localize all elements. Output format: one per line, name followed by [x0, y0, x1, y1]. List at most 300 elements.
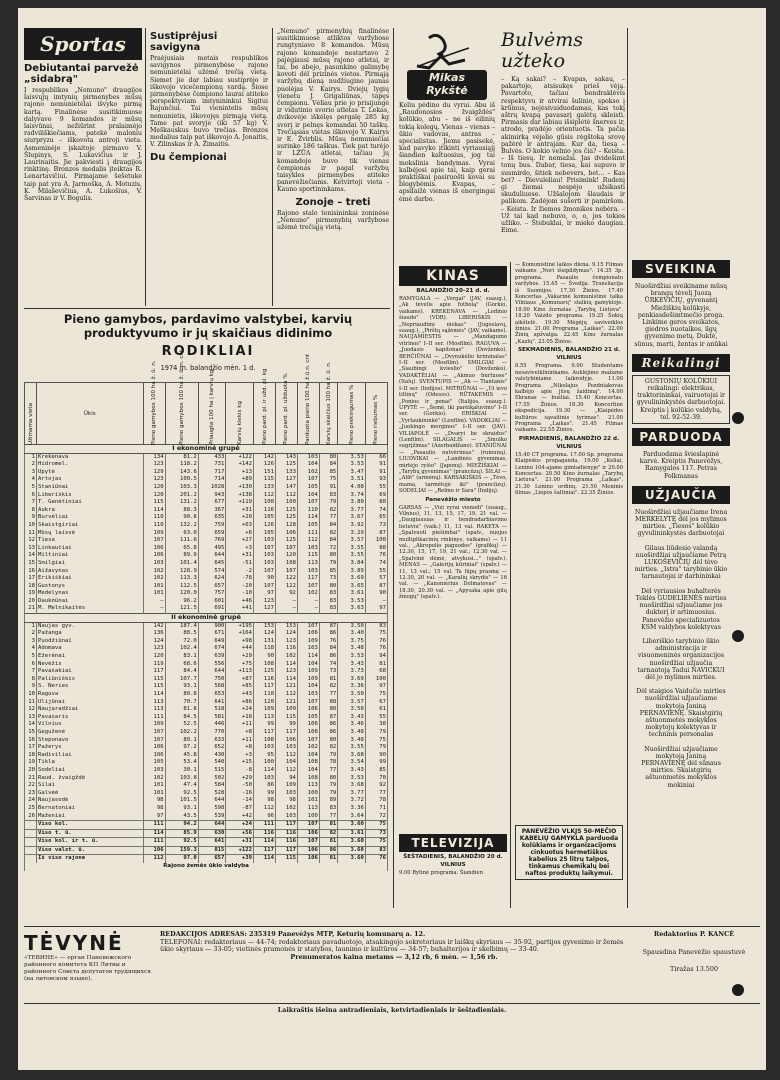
table-cell: Maženiai [37, 813, 144, 821]
table-cell: 153 [254, 622, 276, 630]
sport-column-3 [277, 28, 389, 308]
table-cell: 85 [319, 568, 337, 576]
table-cell: Gustonys [37, 583, 144, 591]
table-cell: 121 [275, 699, 297, 707]
table-cell: 3.47 [338, 469, 366, 477]
table-row [25, 598, 388, 606]
table-cell: 101 [143, 782, 165, 790]
table-cell: 87 [365, 530, 387, 538]
table-header: Pieno gamybos 100 ha ž. ū. n. cnt [165, 383, 198, 445]
table-cell: 528 [198, 790, 226, 798]
table-cell: 123 [143, 461, 165, 469]
table-cell: 657 [198, 855, 226, 863]
table-cell: 103.3 [165, 484, 198, 492]
table-cell: +3 [226, 752, 254, 760]
table-group-row: II ekonominė grupė [25, 614, 388, 623]
table-cell: 85 [319, 469, 337, 477]
table-cell: 96 [254, 813, 276, 821]
table-cell: Erikiškiai [37, 575, 144, 583]
table-cell: Aižavynas [37, 568, 144, 576]
table-cell: 3.65 [338, 583, 366, 591]
table-cell: 81.2 [165, 453, 198, 461]
table-cell: 119 [143, 661, 165, 669]
table-cell: -2 [226, 568, 254, 576]
table-cell: 126 [254, 461, 276, 469]
table-cell: 107 [254, 568, 276, 576]
table-cell: 129 [143, 469, 165, 477]
table-cell: 63.0 [165, 530, 198, 538]
table-cell: 3.55 [338, 552, 366, 560]
table-cell: 108 [297, 729, 319, 737]
table-cell: 92 [275, 590, 297, 598]
tv-listing: — Komunistinė laikos diena. 9.15 Filmas vaikams „Nori išsipildymas". 14.35 3p. programa. Pasaulio čempionato varžybos. 15.45 — Švedija. Transliacija iš Suomijos. 17.30 Žinios. 17.40 Koncertas „Vakarinė komunistinė talka Vilniaus „Komunarų" stalkių gamykloje. 18.00 Kino žurnalas „Tarybų Lietuva". 18.20 Vaizdo programa. 19.25 Šokių aikštelė. 19.30 Mėgėjų saviveiklos žinios. 21.00 Programa „Laikas". 22.00 Žinių apžvalga. 22.45 Kino žurnalas „Kazlų". 23.05 Žinios. [515, 262, 623, 345]
table-cell: 3.68 [338, 752, 366, 760]
table-cell: 943 [198, 492, 226, 500]
table-row [25, 560, 388, 568]
table-cell: 98 [143, 797, 165, 805]
table-cell: 107 [275, 545, 297, 553]
table-cell: Ulijūnai [37, 699, 144, 707]
table-cell: 3.67 [338, 514, 366, 522]
table-cell: 113 [143, 699, 165, 707]
table-cell: 101 [143, 590, 165, 598]
table-cell: 115 [297, 552, 319, 560]
table-cell: 111 [254, 821, 276, 830]
table-cell: 103.8 [165, 775, 198, 783]
table-cell [25, 855, 37, 863]
table-cell: 17 [25, 744, 37, 752]
table-cell: 3.53 [338, 653, 366, 661]
table-cell: 80.8 [165, 691, 198, 699]
table-cell: 71 [365, 805, 387, 813]
table-cell: 110 [254, 691, 276, 699]
table-cell: 100 [254, 499, 276, 507]
table-cell: 97.2 [165, 744, 198, 752]
sport-column-2 [150, 28, 268, 308]
table-cell: 142 [143, 622, 165, 630]
table-cell: 86 [254, 782, 276, 790]
table-cell: 4 [25, 476, 37, 484]
ad-text: Gilaus liūdesio valandą nuoširdžiai užjaučiame Petrą LUKOŠEVIČIŲ dėl tėvo mirties. „Istra" tarybinio ūkio tarnautojai ir darbininkai [634, 544, 728, 581]
table-cell: 112 [275, 752, 297, 760]
table-row [25, 767, 388, 775]
table-cell: 3.55 [338, 744, 366, 752]
table-cell: 109 [143, 721, 165, 729]
table-cell: 128.9 [165, 568, 198, 576]
table-cell: 90 [365, 752, 387, 760]
table-cell: +75 [226, 661, 254, 669]
logo-text-bottom: Rykštė [426, 84, 468, 97]
table-cell: Staniūnai [37, 484, 144, 492]
table-cell: 630 [198, 829, 226, 838]
table-row [25, 552, 388, 560]
table-cell: 82 [319, 829, 337, 838]
table-cell: 73 [365, 829, 387, 838]
table-cell: 113 [254, 714, 276, 722]
table-cell: 128 [275, 522, 297, 530]
table-cell: 82 [319, 683, 337, 691]
table-cell: Vilnius [37, 721, 144, 729]
table-cell: Hidromel. [37, 461, 144, 469]
table-cell: +195 [226, 622, 254, 630]
table-cell: Naujas gyv. [37, 622, 144, 630]
table-cell: 95 [254, 752, 276, 760]
table-cell: 77 [319, 514, 337, 522]
table-cell: 86 [319, 630, 337, 638]
table-cell: 91 [365, 461, 387, 469]
table-cell: 101 [143, 790, 165, 798]
tv-city: VILNIUS [556, 443, 582, 450]
table-cell: 102 [297, 469, 319, 477]
table-cell: 14 [25, 552, 37, 560]
table-row [25, 714, 388, 722]
table-cell: 3.64 [338, 813, 366, 821]
table-cell: +20 [226, 514, 254, 522]
table-cell: 79 [319, 782, 337, 790]
kinas-city: Panevėžio miesto [425, 496, 481, 503]
table-cell: 103 [297, 545, 319, 553]
tv-listing: 8.55 Programa. 9.00 Studentams nesaviveiklininkams. Auklėjimo mažame valstybiniame laikrodyje. 11.00 Programa „Nikolajus Pozdniakovas kalbėjo apie jūsų žaidimą". 14.00 Ekranas — bušliai. 15.40 Koncertas. 17.55 Žinios. 18.30 Koncertinė ekspedicija. 19.30 — „Klaipėdos kultūros sąvaitinis tyrimas". 21.00 Programa „Laikas". 21.45 Filmas vaikams. 22.55 Žinios. [515, 363, 623, 434]
table-cell: 83 [365, 846, 387, 855]
table-cell: +122 [226, 453, 254, 461]
table-cell: 102.2 [165, 729, 198, 737]
table-cell: 105 [297, 522, 319, 530]
table-row [25, 729, 388, 737]
table-cell: 125 [275, 461, 297, 469]
table-cell: 103 [275, 790, 297, 798]
table-cell: 112 [254, 492, 276, 500]
table-cell: 115 [275, 714, 297, 722]
table-cell: +8 [226, 729, 254, 737]
table-cell: 100 [297, 813, 319, 821]
table-cell: 112 [254, 805, 276, 813]
table-cell: 107 [143, 729, 165, 737]
table-cell: 47.4 [165, 782, 198, 790]
table-cell: 82 [319, 530, 337, 538]
table-date: 1974 m. balandžio mėn. 1 d. [160, 364, 256, 372]
table-cell: +24 [226, 706, 254, 714]
table-row [25, 469, 388, 477]
table-cell: 639 [198, 653, 226, 661]
table-cell: 123 [143, 645, 165, 653]
table-cell: 80 [319, 775, 337, 783]
table-cell: 45.8 [165, 752, 198, 760]
table-cell: 652 [198, 744, 226, 752]
table-cell: 3.61 [338, 590, 366, 598]
table-cell: 120 [275, 552, 297, 560]
table-cell: +18 [226, 714, 254, 722]
table-cell: — [143, 598, 165, 606]
table-cell: 83 [319, 492, 337, 500]
table-cell: +164 [226, 630, 254, 638]
table-cell: 116 [275, 645, 297, 653]
table-cell: 103 [297, 645, 319, 653]
table-cell: 104 [297, 683, 319, 691]
table-cell: 117 [254, 729, 276, 737]
table-cell: +6 [226, 530, 254, 538]
table-cell: Ežerėnai [37, 653, 144, 661]
table-cell: 86 [319, 653, 337, 661]
table-cell: — [297, 605, 319, 613]
table-header: Karvių skaičius 100 ha ž. ū. n. [319, 383, 337, 445]
table-cell: 103 [297, 453, 319, 461]
table-cell: Viso kol. ir t. ū. [37, 838, 144, 847]
table-cell: 11 [25, 530, 37, 538]
table-cell: +24 [226, 821, 254, 830]
table-row [25, 622, 388, 630]
table-cell: 153 [275, 622, 297, 630]
table-cell: 3.43 [338, 714, 366, 722]
table-cell: 1 [25, 453, 37, 461]
table-cell: 75 [365, 691, 387, 699]
table-cell: 118.2 [165, 461, 198, 469]
table-cell: 106 [275, 530, 297, 538]
table-cell: 73 [319, 575, 337, 583]
table-cell: Geguženė [37, 729, 144, 737]
table-cell: Sodeliai [37, 767, 144, 775]
table-cell: 78 [365, 797, 387, 805]
table-cell: 3 [25, 638, 37, 646]
table-cell: 201.2 [165, 492, 198, 500]
table-cell: 106 [143, 744, 165, 752]
table-cell: 79 [365, 729, 387, 737]
table-cell: 116 [254, 829, 276, 838]
table-cell: 147 [275, 484, 297, 492]
table-cell: 677 [198, 499, 226, 507]
table-cell: 446 [198, 721, 226, 729]
table-cell: 106 [143, 552, 165, 560]
table-cell: 644 [198, 821, 226, 830]
table-cell: 113.3 [165, 575, 198, 583]
table-cell: 109 [297, 676, 319, 684]
table-cell: 3.60 [338, 838, 366, 847]
table-cell: 3.43 [338, 661, 366, 669]
table-cell: 75 [365, 630, 387, 638]
table-cell: 107 [254, 583, 276, 591]
table-cell: 86 [319, 729, 337, 737]
table-cell: 117 [143, 668, 165, 676]
table-cell: 5 [25, 484, 37, 492]
table-cell: 102 [275, 805, 297, 813]
table-cell: 76 [365, 552, 387, 560]
table-cell: +85 [226, 683, 254, 691]
table-cell: 81 [319, 676, 337, 684]
table-cell: 556 [198, 661, 226, 669]
table-cell: 769 [198, 537, 226, 545]
table-cell: 750 [198, 676, 226, 684]
newspaper-footer [24, 926, 760, 1022]
table-cell: 110 [143, 514, 165, 522]
table-cell: 19 [25, 590, 37, 598]
table-cell: +13 [226, 469, 254, 477]
footer-logo: TĖVYNĖ [24, 931, 124, 955]
table-cell: 79 [319, 499, 337, 507]
table-cell: 121 [275, 683, 297, 691]
table-cell: 598 [198, 805, 226, 813]
table-cell: 84 [319, 645, 337, 653]
table-cell: 3.61 [338, 829, 366, 838]
table-cell: 21 [25, 605, 37, 613]
table-cell: 103 [143, 560, 165, 568]
table-cell: 644 [198, 552, 226, 560]
table-cell: 111 [143, 714, 165, 722]
table-cell: 72.0 [165, 638, 198, 646]
table-cell: 122 [275, 575, 297, 583]
table-cell: 3.72 [338, 797, 366, 805]
table-cell: Pažanga [37, 630, 144, 638]
table-cell: 759 [198, 522, 226, 530]
table-cell: 3.53 [338, 598, 366, 606]
table-cell: 116 [275, 838, 297, 847]
table-cell: 79 [365, 744, 387, 752]
table-cell: 731 [198, 461, 226, 469]
table-row [25, 590, 388, 598]
table-cell: 67 [365, 699, 387, 707]
table-cell: 104 [297, 661, 319, 669]
table-cell: 87 [319, 714, 337, 722]
table-cell: 52.5 [165, 721, 198, 729]
sveikina-logo: SVEIKINA [632, 260, 730, 278]
ad-text: Nuoširdžiai sveikiname mūsų brangų tėvelį Juozą ŪRKEVIČIŲ, gyvenantį Miežiškių kolūkyje, penkiasdešimtmečio proga. Linkime geros sveikatos, giedros nuotaikos, ilgų gyvenimo metų. Duktė, sūnus, marti, žentas ir anūkai [634, 283, 728, 348]
ad-text: Dėl vyriausios buhalterės Teklės GUDELIENĖS mirties nuoširdžiai užjaučiame jos dukterį ir artimuosius. Panevėžio specializuotos KSM valdybos kolektyvas [635, 587, 727, 631]
table-cell: 75 [319, 476, 337, 484]
table-cell: 4 [25, 645, 37, 653]
table-cell: 10 [25, 522, 37, 530]
table-cell: 112 [297, 537, 319, 545]
table-cell: 101 [143, 583, 165, 591]
table-cell: 116 [254, 507, 276, 515]
table-cell: 105 [254, 514, 276, 522]
table-cell: 101 [297, 797, 319, 805]
table-cell: 3.57 [338, 699, 366, 707]
table-row [25, 668, 388, 676]
table-cell: 133 [275, 469, 297, 477]
table-cell: 714 [198, 476, 226, 484]
table-cell: 132.2 [165, 522, 198, 530]
table-cell: 502 [198, 775, 226, 783]
table-cell: Naujaradžiai [37, 706, 144, 714]
table-cell: 12 [25, 706, 37, 714]
table-cell: 86 [319, 846, 337, 855]
table-cell: 103 [254, 552, 276, 560]
table-cell: 3.53 [338, 461, 366, 469]
table-cell: 88.3 [165, 507, 198, 515]
table-cell: 97 [254, 590, 276, 598]
table-cell: 107 [143, 737, 165, 745]
table-row [25, 790, 388, 798]
table-cell: 10 [25, 691, 37, 699]
table-cell: 108 [275, 560, 297, 568]
table-header: Pieno gamybos 100 ha ž. ū. n. [143, 383, 165, 445]
table-cell: +138 [226, 492, 254, 500]
humor-title: Bulvėms užteko [501, 30, 584, 72]
footer-subscription: Prenumeratos kaina metams — 3,12 rb, 6 mėn. — 1,56 rb. [290, 952, 498, 961]
table-cell: +31 [226, 552, 254, 560]
table-cell: +86 [226, 699, 254, 707]
table-cell: 123 [275, 638, 297, 646]
table-cell: 38 [365, 721, 387, 729]
article-title: Debiutantai parvežė „sidabrą" [24, 63, 139, 85]
table-cell: 2 [25, 461, 37, 469]
article-body: Praėjusiais metais respublikos savigynos pirmenybėse rajono nemunietėlai užėmė trečią vietą. Siemet jie dar labiau sustiprėjo ir iškovojo vicečempionų vardą. Šiose pirmenybėse čempiono laurai atiteko perspektyviam imtynininkui Sigitui Rajunčiui. Tai vienintelis mūsų nemunietis, iškovojęs pirmąją vietą. Tame pat svoryje (iki 57 kg) V. Meškauskus buvo trečias. Bronzos medalius taip pat iškovojo A. Jonaitis, V. Zilinskas ir A. Žimaitis. [150, 55, 268, 149]
table-cell: 115 [254, 476, 276, 484]
table-cell: 104 [297, 752, 319, 760]
table-row [25, 638, 388, 646]
table-row [25, 499, 388, 507]
logo-text-top: Mikas [428, 71, 465, 84]
table-cell: 94.2 [165, 821, 198, 830]
table-cell: +41 [226, 605, 254, 613]
table-cell: 79 [319, 790, 337, 798]
table-cell: 86 [319, 721, 337, 729]
table-cell: +27 [226, 537, 254, 545]
table-cell: 118 [254, 645, 276, 653]
table-cell: 1028 [198, 484, 226, 492]
table-cell: 100 [365, 537, 387, 545]
tv-city: VILNIUS [556, 355, 582, 362]
table-cell: 3.43 [338, 767, 366, 775]
table-row [25, 813, 388, 821]
table-cell: 3.60 [338, 821, 366, 830]
table-cell: 105 [143, 759, 165, 767]
table-cell: 112 [275, 492, 297, 500]
table-cell: 134 [143, 453, 165, 461]
table-cell: 79 [319, 560, 337, 568]
table-cell: Artojas [37, 476, 144, 484]
tv-listing: 9.00 Rytinė programa. Šiandien [399, 870, 483, 876]
table-cell: 102 [143, 575, 165, 583]
table-cell: 107 [297, 699, 319, 707]
table-cell: 83 [365, 622, 387, 630]
table-cell: 21 [25, 775, 37, 783]
table-cell: 11 [25, 699, 37, 707]
ad-text: PANEVĖŽIO VLKJS 50-MEČIO KABELIŲ GAMYKLA parduoda kolūkiams ir organizacijoms cinkuotus hermetiškus kabelius 25 litrų talpos, tinkamus chemikalų bei naftos produktų laikymui. [515, 825, 623, 880]
table-cell: — [297, 598, 319, 606]
table-cell: 125 [275, 537, 297, 545]
table-cell: 117 [254, 683, 276, 691]
table-cell: 114 [297, 514, 319, 522]
table-cell: 83 [319, 805, 337, 813]
humor-intro: Keliu pėdino du vyrai. Abu iš „Raudonosios žvaigždės" kolūkio, abu – ne iš eilinių tokią kolegų. Vienas – vienas – ūkio vadovas, antras – specialistas. Jiems pasisekė, kad pavyko įtikinti vyriausiąjį šiandien kaltuosius, jog tai mokslinis bandymas. Vyrai kalbėjosi apie tai, kaip gerai praktiškai pasiruošti kovai su blogybėmis. Kvapas, – apsilaižė vienas iš energingai ėmė darbo. [399, 102, 495, 203]
table-cell: 649 [198, 638, 226, 646]
footer-address: REDAKCIJOS ADRESAS: 235319 Panevėžys MTP, Keturių komunarų a. 12. [160, 930, 426, 938]
table-cell: +63 [226, 522, 254, 530]
table-cell: Mūsų laisvė [37, 530, 144, 538]
table-header: Pieno prekingumas % [338, 383, 366, 445]
table-cell: 97 [365, 683, 387, 691]
table-row [25, 706, 388, 714]
table-cell: 124 [254, 630, 276, 638]
table-cell: 84 [319, 522, 337, 530]
table-row [25, 744, 388, 752]
tv-day: SEKMADIENIS, BALANDŽIO 21 d. [517, 347, 620, 354]
table-cell: 17 [25, 575, 37, 583]
table-cell: 99 [254, 790, 276, 798]
ad-text: Dėl staigios Vaidučio mirties nuoširdžiai užjaučiame mokytoją Janiną PERNAVIENĘ. Skaistgirių aštuonmetės mokyklos mokytojų kolektyvas ir techninis personalas [636, 688, 726, 739]
table-header: Pieno riebumas % [365, 383, 387, 445]
table-cell: +31 [226, 507, 254, 515]
table-cell: 3.63 [338, 605, 366, 613]
table-cell: +98 [226, 638, 254, 646]
table-cell: 102 [275, 653, 297, 661]
table-cell: 106 [297, 706, 319, 714]
table-cell: 15 [25, 729, 37, 737]
table-cell: 633 [198, 737, 226, 745]
table-cell: 92 [365, 782, 387, 790]
table-cell: 80.1 [165, 737, 198, 745]
table-cell: 117 [297, 575, 319, 583]
table-cell: 9 [25, 514, 37, 522]
